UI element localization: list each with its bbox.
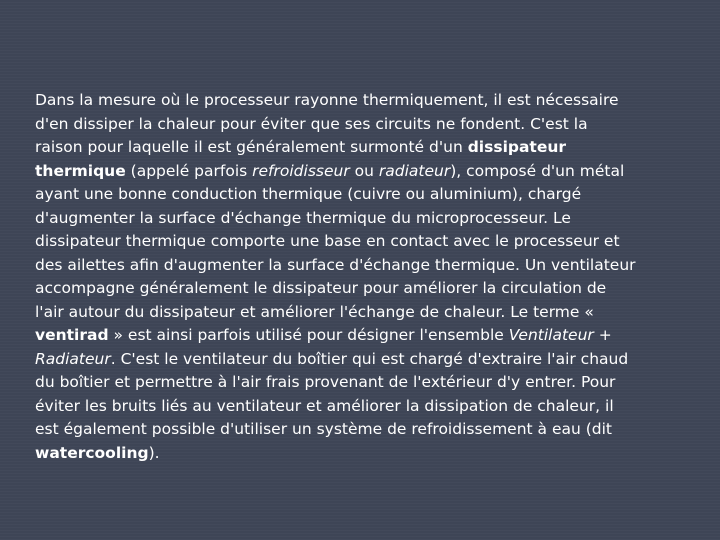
text-line: du boîtier et permettre à l'air frais provenant de l'extérieur d'y entrer. Pour bbox=[35, 373, 616, 391]
text-line: d'en dissiper la chaleur pour éviter que ses circuits ne fondent. C'est la bbox=[35, 114, 588, 133]
text-line: l'air autour du dissipateur et améliorer l'échange de chaleur. Le terme « bbox=[35, 302, 594, 321]
term-refroidisseur: refroidisseur bbox=[252, 161, 350, 180]
text-line: d'augmenter la surface d'échange thermique du microprocesseur. Le bbox=[35, 208, 571, 227]
term-dissipateur: dissipateur bbox=[467, 138, 567, 156]
text-line: Radiateur. C'est le ventilateur du boîtier qui est chargé d'extraire l'air chaud bbox=[35, 349, 629, 368]
term-watercooling: watercooling bbox=[35, 443, 149, 462]
body-paragraph bbox=[35, 89, 715, 465]
text-line: éviter les bruits liés au ventilateur et améliorer la dissipation de chaleur, il bbox=[35, 396, 614, 415]
term-radiateur-ensemble: Radiateur bbox=[35, 349, 111, 368]
text-line: Dans la mesure où le processeur rayonne thermiquement, il est nécessaire bbox=[35, 91, 619, 109]
text-line: raison pour laquelle il est généralement surmonté d'un dissipateur bbox=[35, 138, 567, 156]
term-thermique: thermique bbox=[35, 161, 126, 180]
text-line: watercooling). bbox=[35, 443, 160, 462]
text-line: des ailettes afin d'augmenter la surface d'échange thermique. Un ventilateur bbox=[35, 255, 636, 274]
text-line: ayant une bonne conduction thermique (cuivre ou aluminium), chargé bbox=[35, 185, 582, 203]
text-line: est également possible d'utiliser un système de refroidissement à eau (dit bbox=[35, 420, 613, 438]
text-line: thermique (appelé parfois refroidisseur ou radiateur), composé d'un métal bbox=[35, 161, 625, 180]
term-ventirad: ventirad bbox=[35, 326, 109, 344]
term-radiateur: radiateur bbox=[378, 161, 451, 180]
text-line: dissipateur thermique comporte une base en contact avec le processeur et bbox=[35, 232, 620, 250]
text-line: accompagne généralement le dissipateur pour améliorer la circulation de bbox=[35, 279, 607, 297]
text-line: ventirad » est ainsi parfois utilisé pour désigner l'ensemble Ventilateur + bbox=[35, 326, 612, 344]
term-ventilateur-plus: Ventilateur + bbox=[508, 326, 612, 344]
